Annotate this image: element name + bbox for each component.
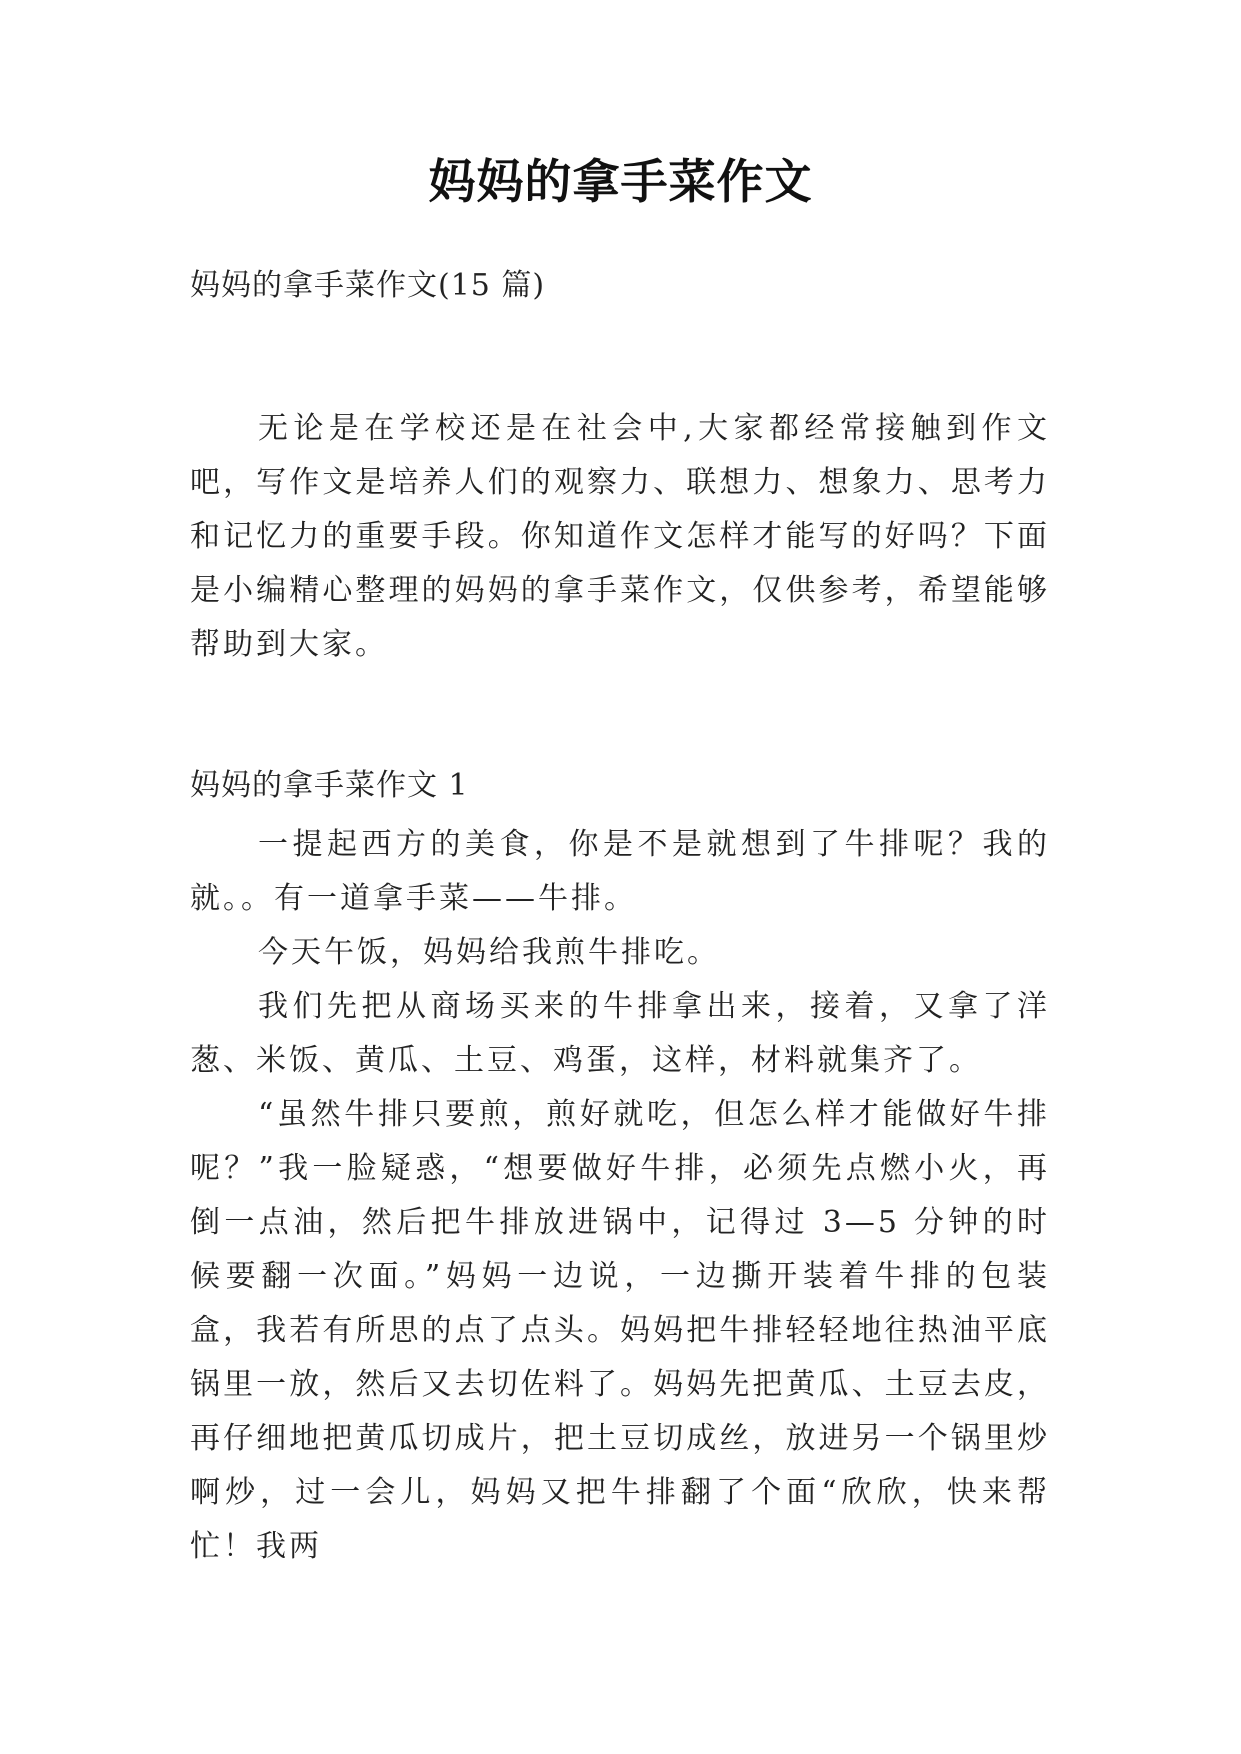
essay-paragraph: 今天午饭，妈妈给我煎牛排吃。 (258, 935, 720, 970)
essay-paragraph: 我们先把从商场买来的牛排拿出来，接着，又拿了洋葱、米饭、黄瓜、土豆、鸡蛋，这样，材料就集齐了。 (190, 989, 1050, 1078)
essay-paragraph: “虽然牛排只要煎，煎好就吃，但怎么样才能做好牛排呢？”我一脸疑惑，“想要做好牛排，必须先点燃小火，再倒一点油，然后把牛排放进锅中，记得过 3—5 分钟的时候要翻一次面。”妈妈一边说，一边撕开装着牛排的包装盒，我若有所思的点了点头。妈妈把牛排轻轻地往热油平底锅里一放，然后又去切佐料了。妈妈先把黄瓜、土豆去皮，再仔细地把黄瓜切成片，把土豆切成丝，放进另一个锅里炒啊炒，过一会儿，妈妈又把牛排翻了个面“欣欣，快来帮忙！我两 (190, 1097, 1050, 1564)
essay-body (190, 818, 1050, 1574)
document-title: 妈妈的拿手菜作文 (428, 155, 813, 210)
essay-paragraph: 一提起西方的美食，你是不是就想到了牛排呢？我的就。。有一道拿手菜——牛排。 (190, 827, 1050, 916)
document-subtitle: 妈妈的拿手菜作文(15 篇) (190, 268, 546, 303)
section-heading: 妈妈的拿手菜作文 1 (190, 768, 469, 803)
intro-paragraph: 无论是在学校还是在社会中,大家都经常接触到作文吧，写作文是培养人们的观察力、联想力、想象力、思考力和记忆力的重要手段。你知道作文怎样才能写的好吗？下面是小编精心整理的妈妈的拿手菜作文，仅供参考，希望能够帮助到大家。 (190, 411, 1050, 662)
